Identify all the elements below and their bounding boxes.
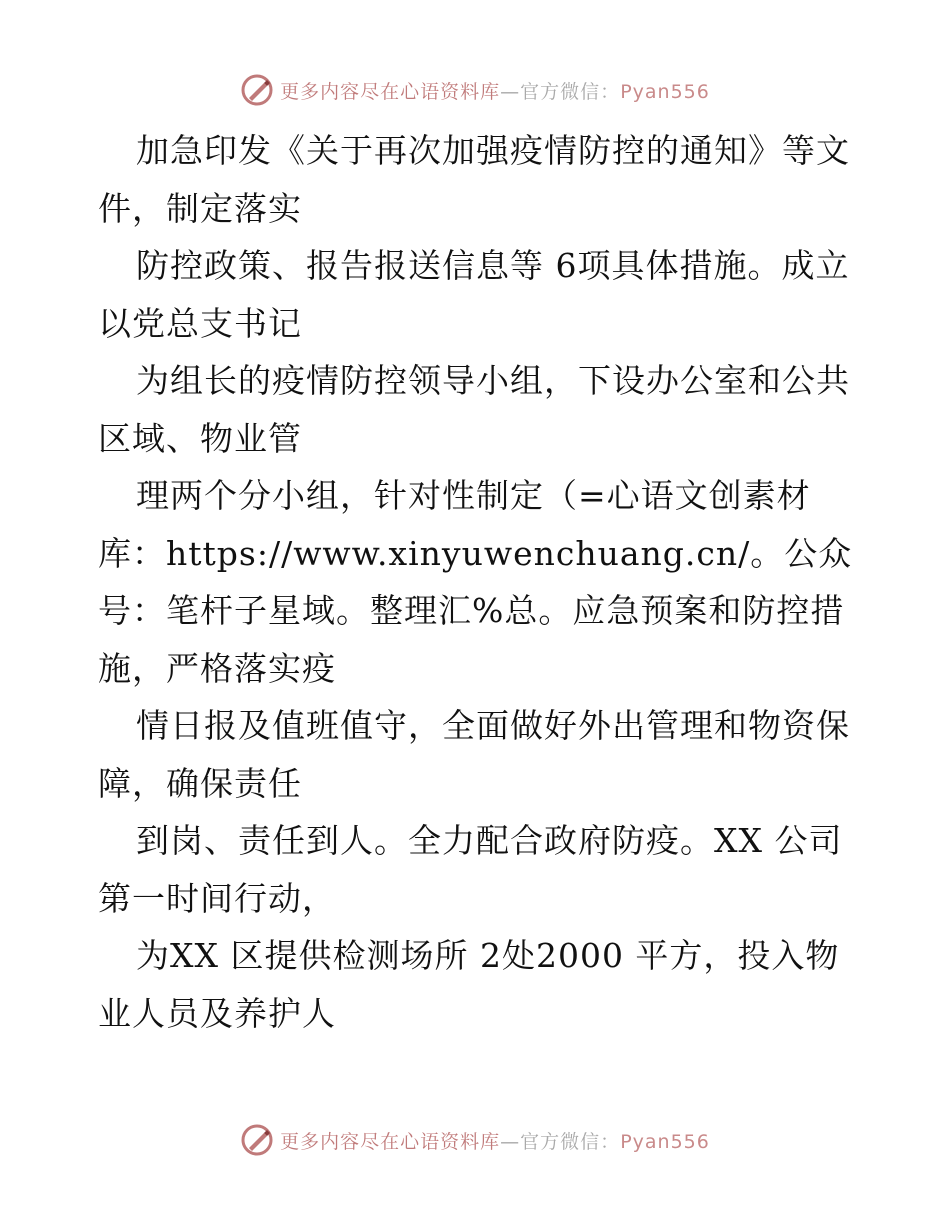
paragraph: 为XX 区提供检测场所 2处2000 平方，投入物业人员及养护人 — [98, 936, 840, 1033]
paragraph: 为组长的疫情防控领导小组，下设办公室和公共区域、物业管 — [98, 361, 850, 458]
paragraph: 加急印发《关于再次加强疫情防控的通知》等文件，制定落实 — [98, 131, 850, 228]
paragraph: 理两个分小组，针对性制定（=心语文创素材库：https://www.xinyuwenchuang.cn/。公众号：笔杆子星域。整理汇%总。应急预案和防控措施，严格落实疫 — [98, 476, 853, 688]
watermark-sub: —官方微信： — [500, 80, 621, 103]
watermark-id: Pyan556 — [620, 80, 710, 103]
watermark-main: 更多内容尽在心语资料库 — [280, 1130, 501, 1153]
paragraph: 情日报及值班值守，全面做好外出管理和物资保障，确保责任 — [98, 706, 850, 803]
watermark-text — [280, 77, 710, 104]
pen-logo-icon — [240, 1123, 274, 1157]
watermark-main: 更多内容尽在心语资料库 — [280, 80, 501, 103]
footer-watermark — [0, 1120, 950, 1160]
watermark-text — [280, 1127, 710, 1154]
pen-logo-icon — [240, 73, 274, 107]
paragraph: 到岗、责任到人。全力配合政府防疫。XX 公司第一时间行动， — [98, 821, 843, 918]
header-watermark — [0, 70, 950, 110]
watermark-sub: —官方微信： — [500, 1130, 621, 1153]
paragraph: 防控政策、报告报送信息等 6项具体措施。成立以党总支书记 — [98, 246, 850, 343]
document-body — [98, 122, 858, 1042]
watermark-id: Pyan556 — [620, 1130, 710, 1153]
